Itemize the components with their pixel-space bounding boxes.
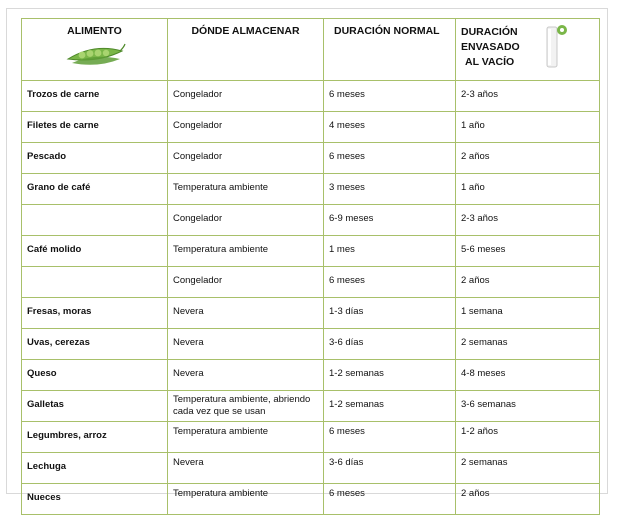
food-cell: Grano de café bbox=[22, 174, 168, 205]
normal-cell: 6-9 meses bbox=[324, 205, 456, 236]
where-cell: Congelador bbox=[168, 81, 324, 112]
where-cell: Nevera bbox=[168, 329, 324, 360]
where-cell: Congelador bbox=[168, 267, 324, 298]
header-row bbox=[22, 19, 600, 81]
normal-cell: 3 meses bbox=[324, 174, 456, 205]
pea-pod-icon bbox=[64, 41, 126, 69]
vacuum-cell: 5-6 meses bbox=[456, 236, 600, 267]
food-cell: Pescado bbox=[22, 143, 168, 174]
vacuum-cell: 2 semanas bbox=[456, 329, 600, 360]
food-cell: Fresas, moras bbox=[22, 298, 168, 329]
header-duracion-vacio-line3: AL VACÍO bbox=[465, 56, 515, 68]
normal-cell: 1 mes bbox=[324, 236, 456, 267]
normal-cell: 1-2 semanas bbox=[324, 360, 456, 391]
vacuum-cell: 1 semana bbox=[456, 298, 600, 329]
where-cell: Congelador bbox=[168, 112, 324, 143]
normal-cell: 6 meses bbox=[324, 422, 456, 453]
where-cell: Congelador bbox=[168, 143, 324, 174]
vacuum-cell: 2 años bbox=[456, 143, 600, 174]
food-cell: Queso bbox=[22, 360, 168, 391]
where-cell: Temperatura ambiente bbox=[168, 484, 324, 515]
header-alimento bbox=[22, 19, 168, 81]
food-cell: Lechuga bbox=[22, 453, 168, 484]
where-cell: Temperatura ambiente, abriendo cada vez que se usan bbox=[168, 391, 324, 422]
food-cell: Café molido bbox=[22, 236, 168, 267]
where-cell: Congelador bbox=[168, 205, 324, 236]
vacuum-cell: 2 semanas bbox=[456, 453, 600, 484]
where-cell: Nevera bbox=[168, 360, 324, 391]
normal-cell: 3-6 días bbox=[324, 329, 456, 360]
vacuum-cell: 2 años bbox=[456, 267, 600, 298]
normal-cell: 3-6 días bbox=[324, 453, 456, 484]
food-cell: Legumbres, arroz bbox=[22, 422, 168, 453]
vacuum-cell: 1 año bbox=[456, 112, 600, 143]
where-cell: Temperatura ambiente bbox=[168, 422, 324, 453]
normal-cell: 6 meses bbox=[324, 484, 456, 515]
food-cell: Galletas bbox=[22, 391, 168, 422]
where-cell: Temperatura ambiente bbox=[168, 174, 324, 205]
vacuum-cell: 1 año bbox=[456, 174, 600, 205]
header-duracion-normal bbox=[324, 19, 456, 81]
vacuum-cell: 3-6 semanas bbox=[456, 391, 600, 422]
header-donde-label: DÓNDE ALMACENAR bbox=[191, 25, 300, 37]
food-storage-table bbox=[21, 18, 600, 515]
header-duracion-vacio-line2: ENVASADO bbox=[461, 41, 520, 53]
header-alimento-label: ALIMENTO bbox=[67, 25, 122, 37]
food-cell bbox=[22, 267, 168, 298]
normal-cell: 1-2 semanas bbox=[324, 391, 456, 422]
food-cell: Nueces bbox=[22, 484, 168, 515]
where-cell: Nevera bbox=[168, 298, 324, 329]
normal-cell: 6 meses bbox=[324, 81, 456, 112]
normal-cell: 6 meses bbox=[324, 267, 456, 298]
header-duracion-normal-label: DURACIÓN NORMAL bbox=[334, 25, 440, 37]
food-cell: Uvas, cerezas bbox=[22, 329, 168, 360]
vacuum-cell: 4-8 meses bbox=[456, 360, 600, 391]
food-cell bbox=[22, 205, 168, 236]
normal-cell: 4 meses bbox=[324, 112, 456, 143]
food-cell: Filetes de carne bbox=[22, 112, 168, 143]
normal-cell: 1-3 días bbox=[324, 298, 456, 329]
header-donde bbox=[168, 19, 324, 81]
header-duracion-vacio bbox=[456, 19, 600, 81]
vacuum-container-icon bbox=[541, 23, 569, 69]
vacuum-cell: 2-3 años bbox=[456, 205, 600, 236]
where-cell: Temperatura ambiente bbox=[168, 236, 324, 267]
normal-cell: 6 meses bbox=[324, 143, 456, 174]
vacuum-cell: 2 años bbox=[456, 484, 600, 515]
header-duracion-vacio-line1: DURACIÓN bbox=[461, 26, 518, 38]
vacuum-cell: 2-3 años bbox=[456, 81, 600, 112]
where-cell: Nevera bbox=[168, 453, 324, 484]
food-cell: Trozos de carne bbox=[22, 81, 168, 112]
vacuum-cell: 1-2 años bbox=[456, 422, 600, 453]
